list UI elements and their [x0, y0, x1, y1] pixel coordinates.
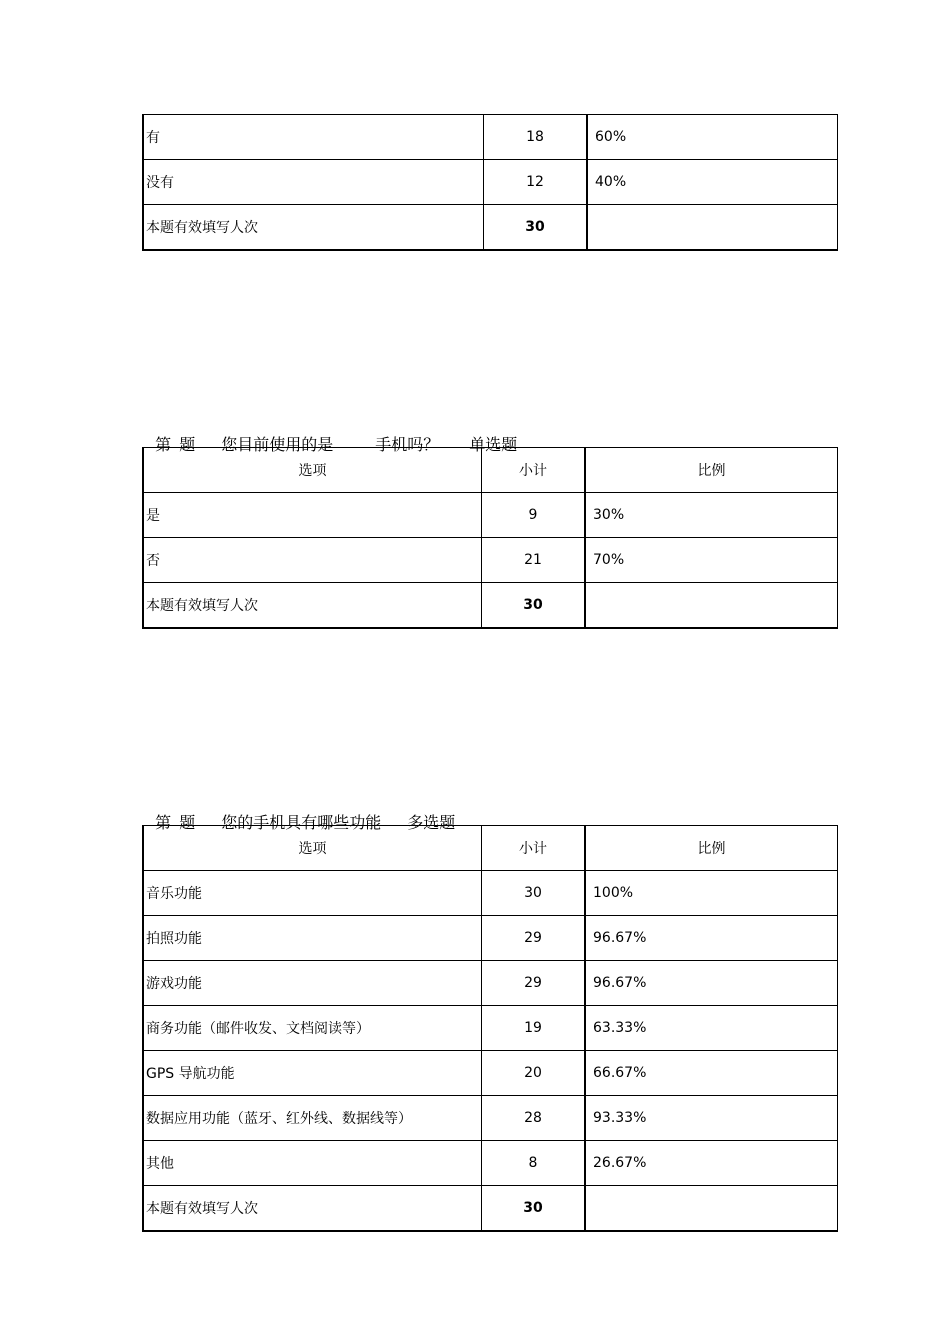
total-count: 30: [482, 583, 586, 629]
ratio-cell: 60%: [587, 115, 838, 160]
count-cell: 28: [482, 1096, 586, 1141]
total-count: 30: [482, 1186, 586, 1232]
option-cell: 否: [143, 538, 482, 583]
table-row: [143, 1051, 838, 1096]
count-cell: 29: [482, 961, 586, 1006]
ratio-cell: 96.67%: [585, 916, 838, 961]
count-cell: 20: [482, 1051, 586, 1096]
table-header-row: [143, 826, 838, 871]
total-ratio-empty: [585, 583, 838, 629]
total-row: [143, 583, 838, 629]
result-table-2: [142, 447, 838, 629]
header-option: 选项: [143, 448, 482, 493]
count-cell: 12: [484, 160, 588, 205]
question-text: 您的手机具有哪些功能: [221, 813, 382, 832]
ratio-cell: 100%: [585, 871, 838, 916]
option-cell: 是: [143, 493, 482, 538]
header-count: 小计: [482, 448, 586, 493]
header-count: 小计: [482, 826, 586, 871]
count-cell: 29: [482, 916, 586, 961]
total-label: 本题有效填写人次: [143, 205, 484, 251]
count-cell: 8: [482, 1141, 586, 1186]
total-label: 本题有效填写人次: [143, 583, 482, 629]
count-cell: 9: [482, 493, 586, 538]
count-cell: 19: [482, 1006, 586, 1051]
table-row: [143, 961, 838, 1006]
option-cell: 其他: [143, 1141, 482, 1186]
table-row: [143, 871, 838, 916]
count-cell: 21: [482, 538, 586, 583]
table-row: [143, 115, 838, 160]
option-cell: 有: [143, 115, 484, 160]
total-row: [143, 1186, 838, 1232]
ratio-cell: 40%: [587, 160, 838, 205]
total-label: 本题有效填写人次: [143, 1186, 482, 1232]
ratio-cell: 66.67%: [585, 1051, 838, 1096]
ratio-cell: 63.33%: [585, 1006, 838, 1051]
question-type: 多选题: [407, 813, 456, 832]
count-cell: 30: [482, 871, 586, 916]
question-text-a: 您目前使用的是: [221, 435, 334, 454]
option-cell: 拍照功能: [143, 916, 482, 961]
ratio-cell: 96.67%: [585, 961, 838, 1006]
table-row: [143, 493, 838, 538]
ratio-cell: 30%: [585, 493, 838, 538]
table-header-row: [143, 448, 838, 493]
option-cell: GPS 导航功能: [143, 1051, 482, 1096]
table-row: [143, 1006, 838, 1051]
ratio-cell: 93.33%: [585, 1096, 838, 1141]
total-row: [143, 205, 838, 251]
question-number-prefix: 第: [155, 435, 172, 454]
table-row: [143, 1141, 838, 1186]
table-row: [143, 1096, 838, 1141]
question-number-suffix: 题: [179, 813, 196, 832]
question-text-b: 手机吗？: [375, 435, 440, 454]
option-cell: 商务功能（邮件收发、文档阅读等）: [143, 1006, 482, 1051]
option-cell: 游戏功能: [143, 961, 482, 1006]
header-option: 选项: [143, 826, 482, 871]
result-table-1: [142, 114, 838, 251]
ratio-cell: 70%: [585, 538, 838, 583]
question-number-prefix: 第: [155, 813, 172, 832]
result-table-3: [142, 825, 838, 1232]
option-cell: 数据应用功能（蓝牙、红外线、数据线等）: [143, 1096, 482, 1141]
total-ratio-empty: [585, 1186, 838, 1232]
count-cell: 18: [484, 115, 588, 160]
option-cell: 没有: [143, 160, 484, 205]
option-cell: 音乐功能: [143, 871, 482, 916]
header-ratio: 比例: [585, 448, 838, 493]
table-row: [143, 916, 838, 961]
question-number-suffix: 题: [179, 435, 196, 454]
total-count: 30: [484, 205, 588, 251]
question-type: 单选题: [469, 435, 518, 454]
table-row: [143, 160, 838, 205]
total-ratio-empty: [587, 205, 838, 251]
header-ratio: 比例: [585, 826, 838, 871]
ratio-cell: 26.67%: [585, 1141, 838, 1186]
table-row: [143, 538, 838, 583]
